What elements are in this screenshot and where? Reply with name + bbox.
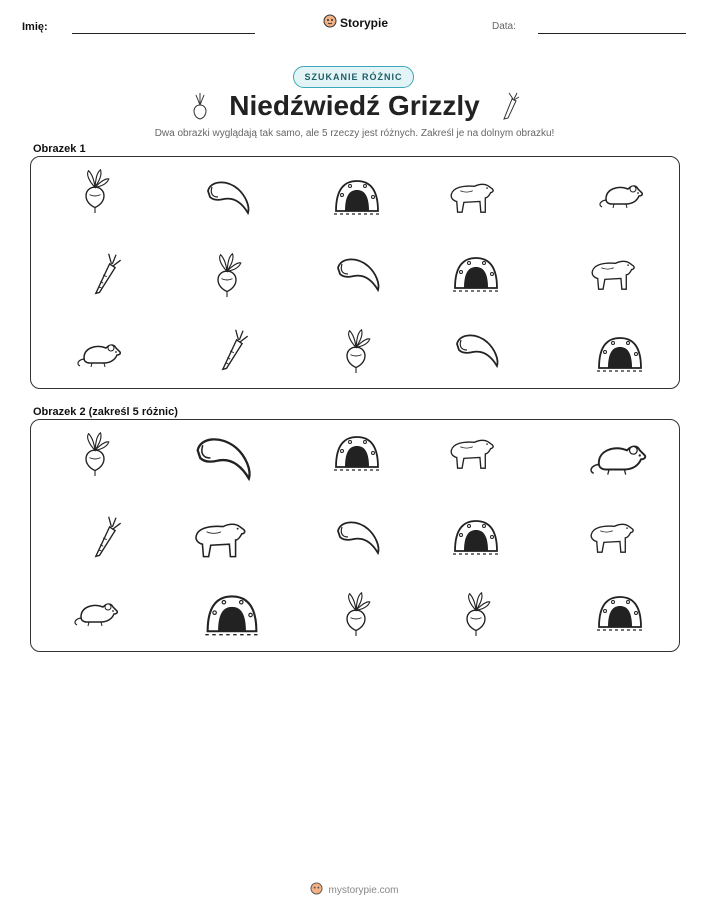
claw-icon — [332, 251, 382, 297]
page-title: Niedźwiedź Grizzly — [229, 90, 480, 121]
cave-icon[interactable] — [332, 430, 382, 476]
cave-icon[interactable] — [595, 590, 645, 636]
cave-icon — [451, 251, 501, 297]
picture1-panel — [30, 156, 680, 389]
brand-logo — [323, 14, 388, 31]
bear-icon[interactable] — [586, 514, 636, 560]
beet-icon[interactable] — [451, 590, 501, 636]
claw-icon[interactable] — [190, 430, 254, 486]
claw-icon[interactable] — [332, 514, 382, 560]
cave-icon — [595, 331, 645, 377]
mouse-icon[interactable] — [586, 430, 650, 486]
date-label: Data: — [492, 21, 516, 32]
picture1-label: Obrazek 1 — [33, 143, 86, 155]
carrot-decoration-icon — [497, 91, 521, 121]
name-field-line[interactable] — [72, 33, 255, 34]
instructions: Dwa obrazki wyglądają tak samo, ale 5 rzeczy jest różnych. Zakreśl je na dolnym obrazku! — [154, 128, 555, 139]
claw-icon — [202, 174, 252, 220]
mouse-icon[interactable] — [71, 590, 121, 636]
picture2-label: Obrazek 2 (zakreśl 5 różnic) — [33, 406, 178, 418]
mouse-icon — [74, 331, 124, 377]
beet-icon — [70, 167, 120, 213]
brand-name: Storypie — [340, 15, 389, 30]
worksheet-type-badge: SZUKANIE RÓŻNIC — [293, 66, 414, 88]
name-label: Imię: — [22, 21, 48, 33]
mouse-icon — [596, 172, 646, 218]
claw-icon — [451, 327, 501, 373]
date-field-line[interactable] — [538, 33, 686, 34]
bear-icon[interactable] — [446, 430, 496, 476]
bear-icon — [446, 174, 496, 220]
picture2-panel[interactable] — [30, 419, 680, 652]
carrot-icon[interactable] — [80, 514, 130, 560]
bear-icon[interactable] — [190, 514, 248, 564]
carrot-icon — [80, 251, 130, 297]
carrot-icon — [207, 327, 257, 373]
cave-icon[interactable] — [451, 514, 501, 560]
footer-url: mystorypie.com — [328, 884, 399, 896]
storypie-mascot-icon — [310, 882, 323, 898]
beet-icon[interactable] — [70, 430, 120, 476]
cave-icon[interactable] — [203, 590, 261, 640]
beet-icon — [202, 251, 252, 297]
cave-icon — [332, 174, 382, 220]
beet-icon[interactable] — [331, 590, 381, 636]
storypie-mascot-icon — [323, 14, 337, 31]
bear-icon — [587, 251, 637, 297]
beet-icon — [331, 327, 381, 373]
footer — [0, 882, 709, 898]
